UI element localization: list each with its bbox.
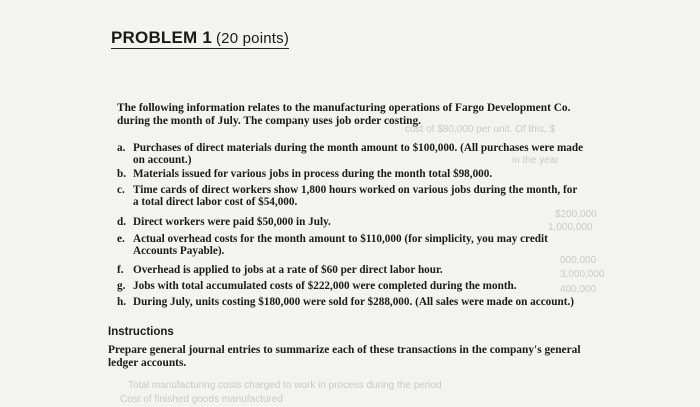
item-label: h. (117, 296, 127, 308)
bleed-through-3: $200,000 (555, 209, 597, 220)
item-text-line: Purchases of direct materials during the month amount to $100,000. (All purchases were made (133, 142, 584, 154)
bleed-through-2: in the year (512, 155, 559, 166)
item-label: b. (117, 168, 127, 180)
item-text-line: Accounts Payable). (133, 245, 225, 257)
item-text-line: Direct workers were paid $50,000 in July. (133, 216, 331, 228)
bleed-through-8: Total manufacturing costs charged to work in process during the period (128, 380, 442, 391)
item-text-line: During July, units costing $180,000 were sold for $288,000. (All sales were made on account.) (133, 296, 574, 308)
item-label: f. (117, 264, 124, 276)
bleed-through-4: 1,000,000 (548, 222, 593, 233)
bleed-through-7: 400,000 (560, 284, 597, 295)
item-label: a. (117, 142, 126, 154)
instructions-heading: Instructions (108, 326, 174, 338)
item-text-line: Jobs with total accumulated costs of $222,000 were completed during the month. (133, 280, 517, 292)
item-text-line: Materials issued for various jobs in process during the month total $98,000. (133, 168, 493, 180)
item-label: d. (117, 216, 127, 228)
intro-paragraph: The following information relates to the manufacturing operations of Fargo Development Co. during the month of July. The company uses job order costing. (117, 102, 571, 127)
item-text-line: Actual overhead costs for the month amount to $110,000 (for simplicity, you may credit (133, 233, 548, 245)
problem-points: (20 points) (215, 30, 290, 47)
item-text-line: on account.) (133, 154, 192, 166)
problem-number: PROBLEM 1 (111, 28, 212, 47)
bleed-through-6: 3,000,000 (560, 269, 605, 280)
item-text-line: Overhead is applied to jobs at a rate of $60 per direct labor hour. (133, 264, 443, 276)
instructions-text: Prepare general journal entries to summarize each of these transactions in the company's general ledger accounts. (108, 344, 581, 369)
item-text-line: a total direct labor cost of $54,000. (133, 196, 298, 208)
item-text-line: Time cards of direct workers show 1,800 hours worked on various jobs during the month, for (133, 184, 578, 196)
item-label: e. (117, 233, 125, 245)
bleed-through-5: 000,000 (560, 255, 597, 266)
bleed-through-9: Cost of finished goods manufactured (120, 394, 283, 405)
item-label: g. (117, 280, 126, 292)
problem-title (111, 28, 289, 49)
item-label: c. (117, 184, 125, 196)
bleed-through-1: cost of $80,000 per unit. Of this, $ (405, 124, 556, 135)
